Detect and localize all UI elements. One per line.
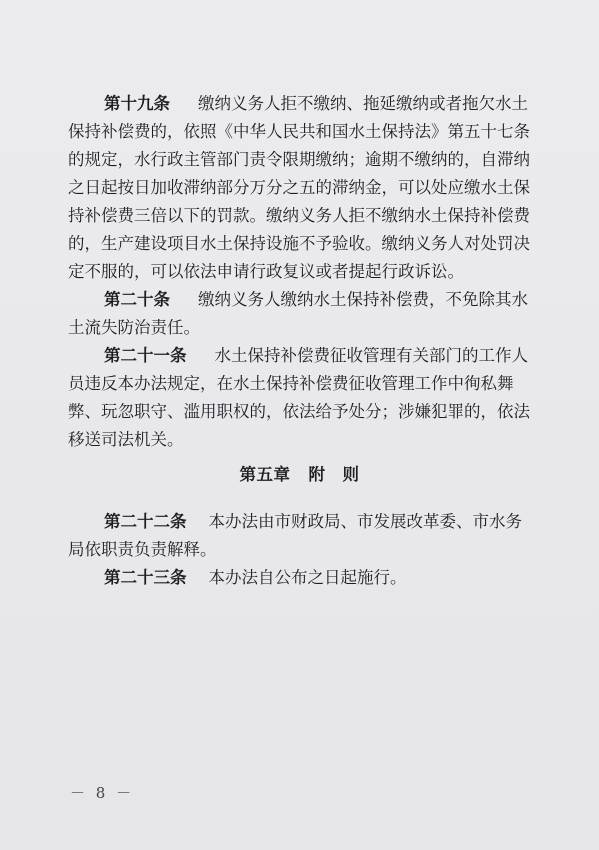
article-19-text: 缴纳义务人拒不缴纳、拖延缴纳或者拖欠水土 <box>198 94 528 113</box>
article-23-heading: 第二十三条 <box>104 568 187 587</box>
article-20-line-2: 土流失防治责任。 <box>68 318 200 337</box>
article-19-line-6: 的，生产建设项目水土保持设施不予验收。缴纳义务人对处罚决 <box>68 234 530 253</box>
article-22-heading: 第二十二条 <box>104 512 187 531</box>
chapter-heading <box>0 461 599 489</box>
article-19-line-3: 的规定，水行政主管部门责令限期缴纳；逾期不缴纳的，自滞纳 <box>68 150 530 169</box>
article-20-heading: 第二十条 <box>104 290 170 309</box>
article-22-line-2: 局依职责负责解释。 <box>68 540 217 559</box>
article-21-line-4: 移送司法机关。 <box>68 430 184 449</box>
article-19-line-2: 保持补偿费的，依照《中华人民共和国水土保持法》第五十七条 <box>68 122 530 141</box>
article-22-line-1 <box>104 508 522 536</box>
article-19-line-4: 之日起按日加收滞纳部分万分之五的滞纳金，可以处应缴水土保 <box>68 178 530 197</box>
article-20-text: 缴纳义务人缴纳水土保持补偿费，不免除其水 <box>198 290 528 309</box>
chapter-number: 第五章 <box>239 465 291 484</box>
page-number: － 8 － <box>70 784 135 802</box>
article-19-heading: 第十九条 <box>104 94 170 113</box>
chapter-title: 附 则 <box>308 465 360 484</box>
article-19-line-5: 持补偿费三倍以下的罚款。缴纳义务人拒不缴纳水土保持补偿费 <box>68 206 530 225</box>
article-21-text: 水土保持补偿费征收管理有关部门的工作人 <box>214 346 528 365</box>
article-21-heading: 第二十一条 <box>104 346 187 365</box>
article-19-line-7: 定不服的，可以依法申请行政复议或者提起行政诉讼。 <box>68 262 464 281</box>
article-19-line-1 <box>104 90 528 118</box>
article-21-line-2: 员违反本办法规定，在水土保持补偿费征收管理工作中徇私舞 <box>68 374 514 393</box>
article-21-line-3: 弊、玩忽职守、滥用职权的，依法给予处分；涉嫌犯罪的，依法 <box>68 402 530 421</box>
article-20-line-1 <box>104 286 528 314</box>
article-21-line-1 <box>104 342 528 370</box>
article-22-text: 本办法由市财政局、市发展改革委、市水务 <box>208 512 522 531</box>
article-23-line-1 <box>104 564 407 592</box>
article-23-text: 本办法自公布之日起施行。 <box>208 568 407 587</box>
